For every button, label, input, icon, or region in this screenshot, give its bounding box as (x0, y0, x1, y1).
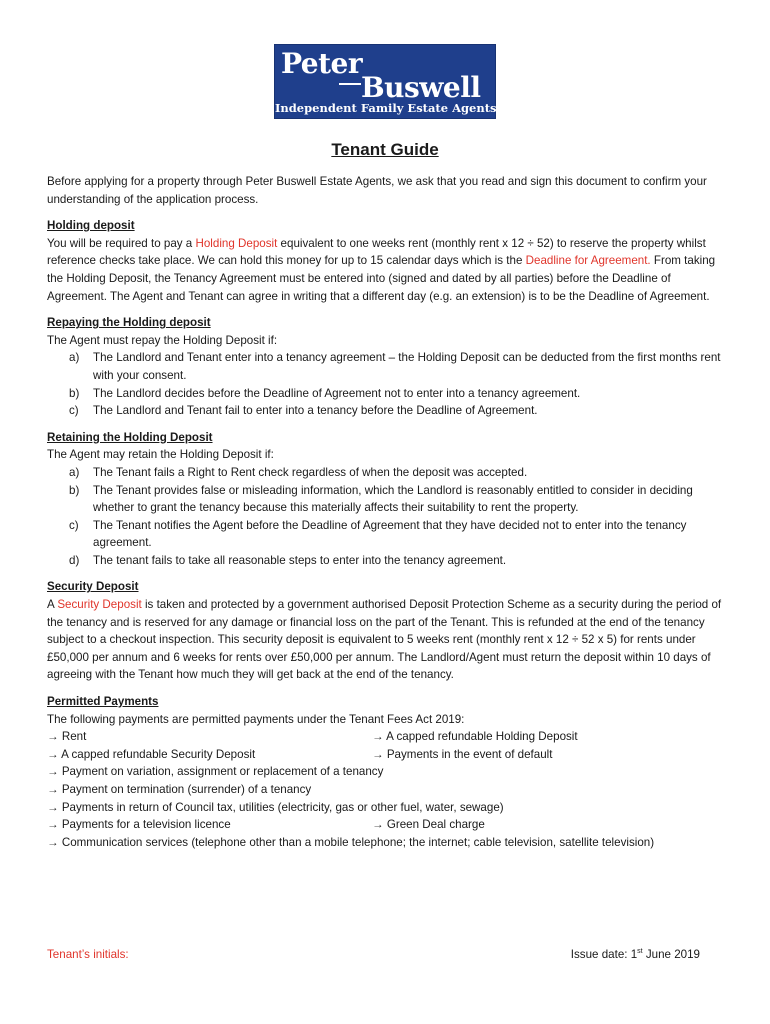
intro-paragraph: Before applying for a property through Peter Buswell Estate Agents, we ask that you read and sign this document to confirm your understanding of the application process. (47, 175, 707, 206)
holding-deposit-term: Holding Deposit (195, 236, 278, 250)
repaying-section (47, 314, 727, 420)
repaying-heading: Repaying the Holding deposit (47, 316, 211, 330)
logo-underline (339, 83, 361, 85)
payment-item: → Payments in the event of default (372, 747, 553, 761)
list-item: a) The Landlord and Tenant enter into a tenancy agreement – the Holding Deposit can be deducted from the first months rent with your consent. (69, 351, 721, 382)
retaining-lead: The Agent may retain the Holding Deposit if: (47, 448, 274, 462)
list-item: a) The Tenant fails a Right to Rent check regardless of when the deposit was accepted. (69, 465, 528, 479)
list-item: b) The Landlord decides before the Deadline of Agreement not to enter into a tenancy agreement. (69, 386, 581, 400)
permitted-payments-heading: Permitted Payments (47, 695, 159, 709)
payment-row (47, 746, 727, 764)
retaining-list (47, 464, 727, 570)
payment-item: → A capped refundable Security Deposit (47, 747, 256, 761)
company-logo (274, 44, 496, 119)
logo-tagline: Independent Family Estate Agents (275, 101, 497, 115)
logo-word-buswell: Buswell (361, 71, 481, 104)
payment-item: → Rent (47, 730, 87, 744)
document-body (47, 173, 727, 851)
holding-deposit-paragraph: You will be required to pay a Holding Deposit equivalent to one weeks rent (monthly rent x 12 ÷ 52) to reserve the property whilst reference checks take place. We can hold this money for up to 15 calendar days which is the Deadline for Agreement. From taking the Holding Deposit, the Tenancy Agreement must be entered into (signed and dated by all parties) before the Deadline of Agreement. The Agent and Tenant can agree in writing that a different day (e.g. an extension) is to be the Deadline of Agreement. (47, 236, 716, 303)
payment-item: → Payments for a television licence (47, 818, 231, 832)
permitted-payments-section (47, 693, 727, 851)
repaying-list (47, 349, 727, 419)
payment-item: → Payment on termination (surrender) of a tenancy (47, 783, 312, 796)
repaying-lead: The Agent must repay the Holding Deposit if: (47, 333, 278, 347)
payment-item: → A capped refundable Holding Deposit (372, 730, 578, 744)
list-item: d) The tenant fails to take all reasonable steps to enter into the tenancy agreement. (69, 553, 507, 567)
list-item: c) The Landlord and Tenant fail to enter into a tenancy before the Deadline of Agreement. (69, 404, 538, 418)
list-item: b) The Tenant provides false or misleading information, which the Landlord is reasonably entitled to consider in deciding whether to grant the tenancy because this materially affects their suitability to rent the property. (69, 483, 693, 515)
list-item: c) The Tenant notifies the Agent before the Deadline of Agreement that they have decided not to enter into the tenancy agreement. (69, 518, 687, 550)
deadline-term: Deadline for Agreement. (525, 254, 651, 268)
permitted-payments-lead: The following payments are permitted payments under the Tenant Fees Act 2019: (47, 712, 465, 726)
payment-row (47, 816, 727, 834)
payment-item: → Communication services (telephone other than a mobile telephone; the internet; cable television, satellite television) (47, 835, 655, 849)
logo-word-peter: Peter (281, 47, 363, 80)
security-deposit-section (47, 578, 727, 684)
payment-item: → Payment on variation, assignment or replacement of a tenancy (47, 765, 384, 779)
payment-row (47, 728, 727, 746)
security-deposit-term: Security Deposit (57, 598, 142, 612)
page-title: Tenant Guide (331, 140, 439, 159)
payment-item: → Green Deal charge (372, 818, 485, 832)
tenant-initials-label: Tenant’s initials: (47, 948, 129, 961)
payment-item: → Payments in return of Council tax, utilities (electricity, gas or other fuel, water, sewage) (47, 800, 504, 814)
security-deposit-paragraph: A Security Deposit is taken and protected by a government authorised Deposit Protection Scheme as a security during the period of the tenancy and is reserved for any damage or financial loss on the part of the Tenant. This is refunded at the end of the tenancy subject to a checkout inspection. This security deposit is equivalent to 5 weeks rent (monthly rent x 12 ÷ 52 x 5) for rents under £50,000 per annum and 6 weeks for rents over £50,000 per annum. The Landlord/Agent must return the deposit within 10 days of agreeing with the Tenant how much they will get back at the end of the tenancy. (47, 598, 722, 682)
holding-deposit-section (47, 217, 727, 305)
holding-deposit-heading: Holding deposit (47, 219, 135, 233)
issue-date: Issue date: 1st June 2019 (570, 948, 700, 961)
retaining-section (47, 429, 727, 570)
security-deposit-heading: Security Deposit (47, 580, 139, 594)
retaining-heading: Retaining the Holding Deposit (47, 430, 213, 444)
